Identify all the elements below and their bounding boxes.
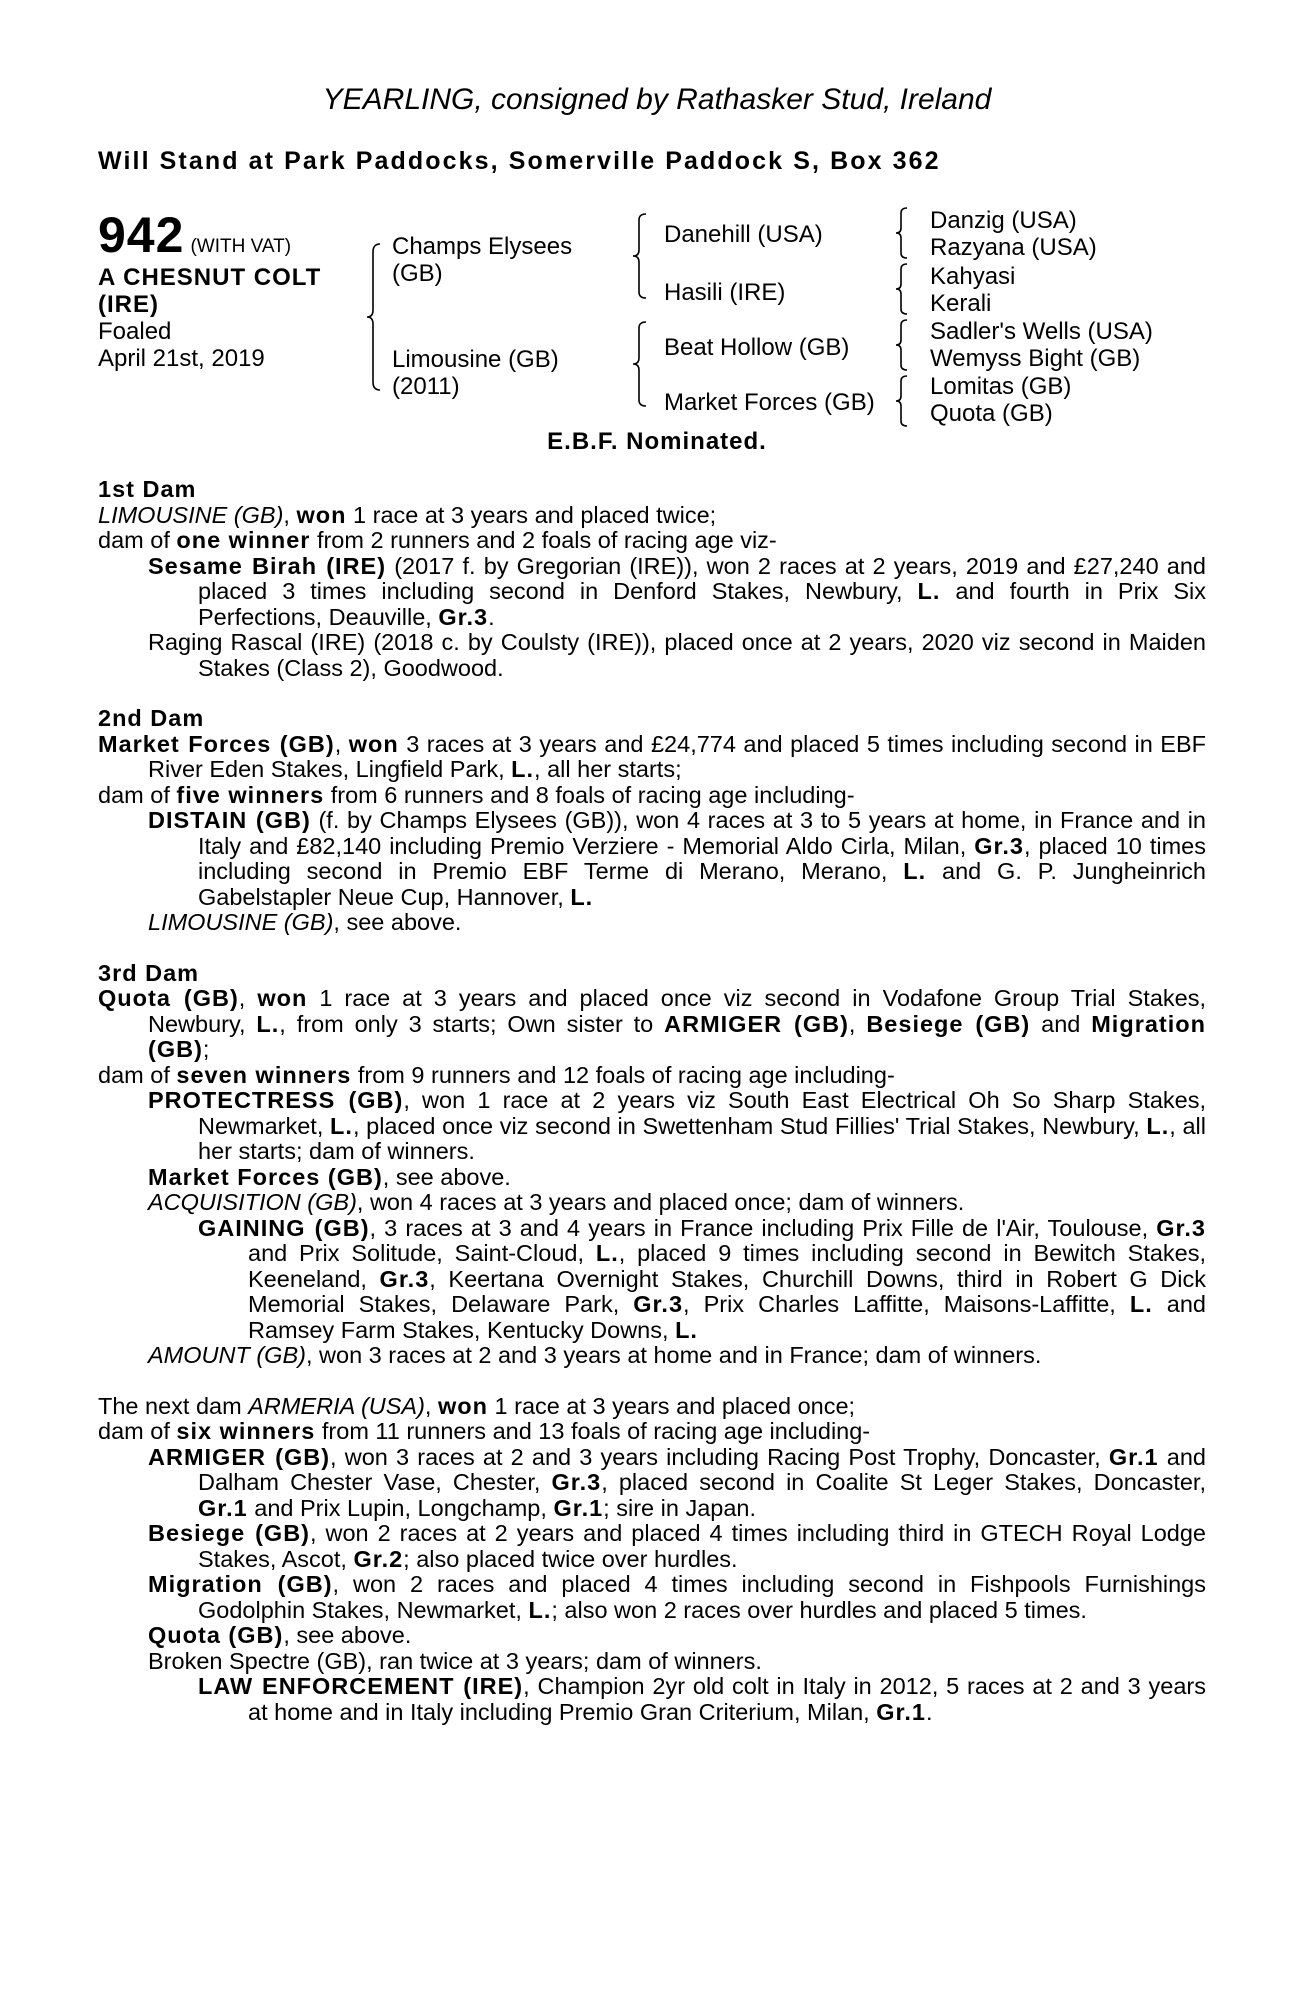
text-fragment: 3 races at 3 years and £24,774 and placed 5 times including second in EBF River Eden Stakes, Lingfield Park, [148,730,1207,782]
text-fragment: and [1030,1010,1092,1037]
produce-entry: Broken Spectre (GB), ran twice at 3 years; dam of winners. [148,1647,762,1674]
pedigree-dam-sire: Beat Hollow (GB) [664,334,850,361]
produce-name: GAINING (GB) [198,1214,370,1241]
sire-country: (GB) [392,260,443,287]
text-fragment: ; also placed twice over hurdles. [403,1545,738,1572]
won-label: won [296,501,347,528]
first-dam-record [98,503,1206,529]
next-dam-record [98,1394,1206,1420]
pedigree-brace-dam [630,320,650,408]
text-fragment: , Prix Charles Laffitte, Maisons-Laffitte, [683,1291,1130,1317]
produce-entry [98,1572,1206,1623]
spacer [98,681,1206,706]
dam-name: Limousine (GB) [392,346,559,373]
pedigree-brace-dd [893,374,911,428]
race-grade: Gr.1 [553,1494,604,1521]
text-fragment: . [925,1698,933,1725]
produce-name: Besiege (GB) [148,1520,311,1546]
text-fragment: , [238,985,258,1011]
produce-name: Migration (GB) [148,1571,333,1597]
won-label: won [348,730,399,757]
race-grade: Gr.2 [353,1545,404,1572]
text-fragment: from 9 runners and 12 foals of racing age including- [351,1061,895,1088]
text-fragment: 1 race at 3 years and placed once; [487,1392,856,1419]
pedigree-brace-ss [893,206,911,260]
text-fragment: ; sire in Japan. [603,1494,757,1521]
race-grade: Gr.3 [438,603,489,630]
produce-name: LIMOUSINE (GB) [148,909,334,935]
produce-name: LAW ENFORCEMENT (IRE) [198,1673,524,1699]
produce-name: Quota (GB) [148,1622,284,1648]
text-fragment: from 11 runners and 13 foals of racing age including- [315,1418,871,1444]
text-fragment: , [334,730,349,757]
next-dam-produce-summary [98,1419,1206,1445]
race-grade: L. [1129,1291,1153,1317]
text-fragment: and Ramsey Farm Stakes, Kentucky Downs, [248,1291,1206,1343]
ebf-nominated: E.B.F. Nominated. [547,428,767,455]
pedigree-ssd: Razyana (USA) [930,234,1097,261]
spacer [98,1369,1206,1394]
text-fragment: from 2 runners and 2 foals of racing age viz- [310,527,777,553]
text-fragment: (2017 f. by Gregorian (IRE)), won 2 races at 2 years, 2019 and £27,240 and placed 3 times including second in Denford Stakes, Newbury, [198,552,1206,604]
produce-name: Sesame Birah (IRE) [148,552,387,579]
text-fragment: , Keertana Overnight Stakes, Churchill Downs, third in Robert G Dick Memorial Stakes, Delaware Park, [248,1265,1206,1317]
pedigree-brace-ds [893,318,911,372]
text-fragment: The next dam [98,1392,249,1419]
text-fragment: , [424,1392,438,1419]
grand-produce-entry [98,1674,1206,1725]
produce-name: ARMIGER (GB) [148,1443,331,1470]
second-dam-name: Market Forces (GB) [98,730,335,757]
produce-name: ACQUISITION (GB) [148,1189,357,1215]
race-grade: Gr.1 [198,1494,248,1521]
produce-entry [98,1521,1206,1572]
winners-count: five winners [176,781,325,808]
vat-label: (WITH VAT) [190,236,292,257]
second-dam-produce-summary [98,783,1206,809]
spacer [98,936,1206,961]
text-fragment: , [283,501,297,528]
produce-name: PROTECTRESS (GB) [148,1087,404,1113]
third-dam-name: Quota (GB) [98,985,239,1011]
text-fragment: , won 2 races at 2 years and placed 4 times including third in GTECH Royal Lodge Stakes, Ascot, [198,1520,1206,1572]
pedigree-ddd: Quota (GB) [930,400,1053,427]
third-dam-record [98,986,1206,1063]
race-grade: L. [1146,1112,1170,1139]
text-fragment: , won 3 races at 2 and 3 years at home and in France; dam of winners. [305,1342,1042,1368]
produce-name: DISTAIN (GB) [148,807,311,833]
pedigree-dsd: Wemyss Bight (GB) [930,345,1141,372]
text-fragment: , placed once viz second in Swettenham Stud Fillies' Trial Stakes, Newbury, [352,1112,1147,1139]
text-fragment: 1 race at 3 years and placed once viz second in Vodafone Group Trial Stakes, Newbury, [148,985,1206,1037]
race-grade: Gr.3 [551,1469,602,1495]
text-fragment: 1 race at 3 years and placed twice; [346,501,717,528]
text-fragment: dam of [98,1418,177,1444]
first-dam-produce-summary [98,528,1206,554]
race-grade: Gr.1 [876,1698,926,1725]
text-fragment: ; [202,1036,210,1062]
text-fragment: , all her starts; dam of winners. [198,1112,1206,1164]
pedigree-sire-sire: Danehill (USA) [664,221,823,248]
third-dam-heading: 3rd Dam [98,959,200,986]
consignor-line: YEARLING, consigned by Rathasker Stud, Ireland [322,83,992,116]
horse-description [98,264,321,372]
next-dam-name: ARMERIA (USA) [248,1392,425,1419]
grand-produce-entry [98,1216,1206,1344]
produce-name: AMOUNT (GB) [148,1342,306,1368]
race-grade: L. [528,1596,552,1623]
race-grade: L. [256,1010,280,1037]
text-fragment: , won 4 races at 3 years and placed once; dam of winners. [356,1189,965,1215]
produce-entry [98,554,1206,631]
foaled-date: April 21st, 2019 [98,345,265,372]
text-fragment: , see above. [333,909,462,935]
race-grade: Gr.1 [1108,1443,1159,1470]
text-fragment: , won 2 races and placed 4 times including second in Fishpools Furnishings Godolphin Stakes, Newmarket, [198,1571,1207,1623]
produce-entry [98,808,1206,910]
sibling-name: Besiege (GB) [866,1010,1031,1037]
pedigree-brace-sd [893,262,911,316]
text-fragment: , placed second in Coalite St Leger Stakes, Doncaster, [601,1469,1206,1495]
pedigree-sss: Danzig (USA) [930,207,1077,234]
winners-count: six winners [176,1418,316,1444]
foaled-label: Foaled [98,318,172,345]
race-grade: L. [330,1112,353,1139]
pedigree-sire-dam: Hasili (IRE) [664,279,786,306]
produce-entry [98,1623,1206,1649]
second-dam-record [98,732,1206,783]
text-fragment: and Prix Lupin, Longchamp, [247,1494,554,1521]
won-label: won [437,1392,488,1419]
second-dam-heading: 2nd Dam [98,705,205,731]
text-fragment: , won 1 race at 2 years viz South East Electrical Oh So Sharp Stakes, Newmarket, [198,1087,1206,1139]
race-grade: Gr.3 [1156,1214,1206,1241]
text-fragment: and Prix Solitude, Saint-Cloud, [248,1240,596,1266]
text-fragment: dam of [98,781,177,808]
text-fragment: , all her starts; [534,756,682,782]
horse-country: (IRE) [98,291,159,318]
pedigree-sdd: Kerali [930,290,992,317]
lot-number-block [98,208,291,262]
produce-entry [98,1165,1206,1191]
text-fragment: . [488,603,495,630]
text-fragment: , Champion 2yr old colt in Italy in 2012, 5 races at 2 and 3 years at home and in Italy including Premio Gran Criterium, Milan, [248,1673,1206,1725]
pedigree-sire [392,233,572,287]
pedigree-dam [392,346,559,400]
pedigree-brace-sire [630,212,650,300]
first-dam-heading: 1st Dam [98,476,197,502]
winners-count: seven winners [176,1061,352,1088]
text-fragment: , [848,1010,867,1037]
first-dam-name: LIMOUSINE (GB) [98,501,284,528]
race-grade: Gr.3 [379,1265,430,1292]
pedigree-dss: Sadler's Wells (USA) [930,318,1153,345]
winners-count: one winner [176,527,311,553]
text-fragment: , from only 3 starts; Own sister to [279,1010,665,1037]
race-grade: L. [595,1240,619,1266]
pedigree-brace-main [364,242,384,392]
text-fragment: , 3 races at 3 and 4 years in France including Prix Fille de l'Air, Toulouse, [369,1214,1157,1241]
sibling-name: ARMIGER (GB) [664,1010,849,1037]
text-fragment: and Dalham Chester Vase, Chester, [198,1443,1207,1495]
text-fragment: , see above. [382,1163,511,1190]
text-fragment: from 6 runners and 8 foals of racing age including- [324,781,855,808]
text-fragment: dam of [98,1061,177,1088]
produce-entry [98,1343,1206,1369]
third-dam-produce-summary [98,1063,1206,1089]
text-fragment: , see above. [283,1622,412,1648]
text-fragment: , placed 9 times including second in Bewitch Stakes, Keeneland, [248,1240,1206,1292]
text-fragment: and fourth in Prix Six Perfections, Deauville, [198,578,1206,630]
stand-location: Will Stand at Park Paddocks, Somerville Paddock S, Box 362 [98,147,941,175]
produce-entry [98,1190,1206,1216]
text-fragment: ; also won 2 races over hurdles and placed 5 times. [551,1596,1087,1623]
sire-name: Champs Elysees [392,233,573,260]
dam-year: (2011) [392,373,460,400]
text-fragment: dam of [98,527,177,553]
pedigree-dam-dam: Market Forces (GB) [664,389,875,416]
produce-entry [98,1445,1206,1522]
text-fragment: , won 3 races at 2 and 3 years including Racing Post Trophy, Doncaster, [330,1443,1109,1470]
race-grade: Gr.3 [633,1291,684,1317]
lot-number: 942 [98,207,185,263]
race-grade: Gr.3 [974,832,1024,859]
text-fragment: (f. by Champs Elysees (GB)), won 4 races at 3 to 5 years at home, in France and in Italy and £82,140 including Premio Verziere - Memorial Aldo Cirla, Milan, [198,807,1206,859]
pedigree-sds: Kahyasi [930,263,1016,290]
produce-name: Market Forces (GB) [148,1163,383,1190]
horse-sex-colour: A CHESNUT COLT [98,264,322,291]
produce-entry [98,1088,1206,1165]
text-fragment: , placed 10 times including second in Premio EBF Terme di Merano, Merano, [198,832,1206,884]
catalogue-body [98,477,1206,1725]
won-label: won [257,985,308,1011]
race-grade: L. [903,858,927,884]
sibling-name: Migration (GB) [148,1010,1206,1062]
produce-entry [98,910,1206,936]
pedigree-dds: Lomitas (GB) [930,373,1072,400]
race-grade: L. [511,756,535,782]
text-fragment: and G. P. Jungheinrich Gabelstapler Neue Cup, Hannover, [198,858,1207,910]
race-grade: L. [570,883,594,910]
produce-entry: Raging Rascal (IRE) (2018 c. by Coulsty (IRE)), placed once at 2 years, 2020 viz second in Maiden Stakes (Class 2), Goodwood. [148,629,1206,681]
race-grade: L. [675,1316,698,1343]
race-grade: L. [917,578,941,604]
